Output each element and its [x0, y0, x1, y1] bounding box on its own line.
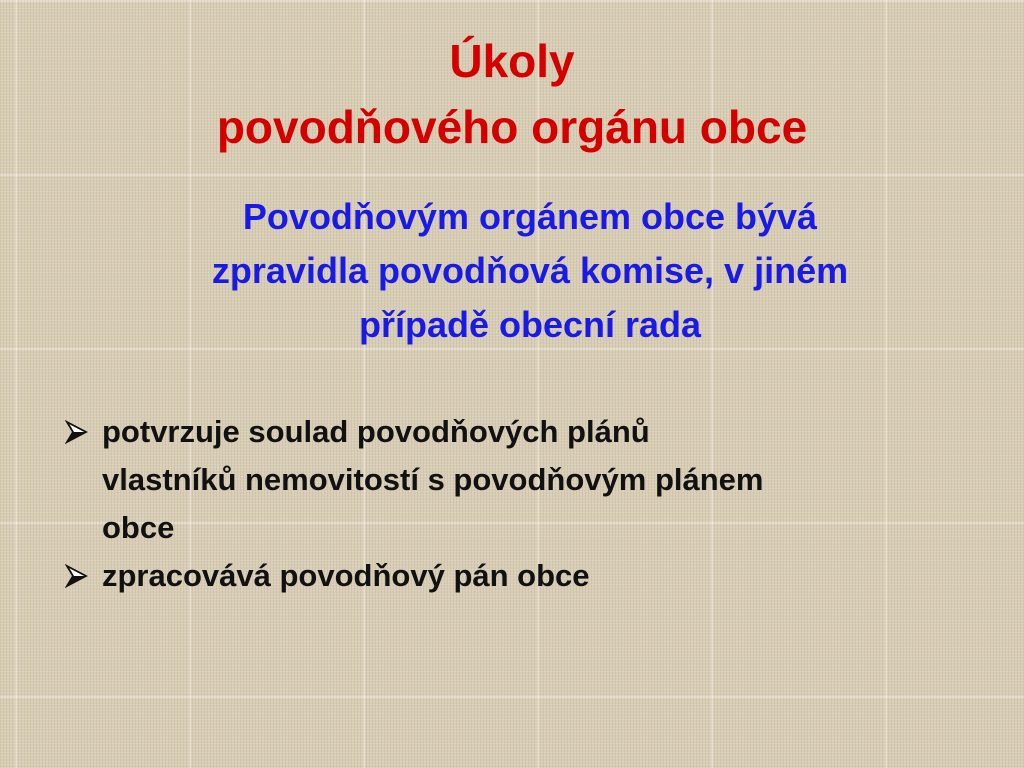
arrowhead-bullet-icon	[64, 552, 98, 600]
slide-title	[0, 28, 1024, 160]
arrowhead-bullet-icon	[64, 408, 98, 456]
bullet-text	[102, 552, 982, 600]
bullet-text	[102, 408, 982, 552]
bullet-line: zpracovává povodňový pán obce	[102, 558, 590, 593]
bullet-line: potvrzuje soulad povodňových plánů	[102, 414, 650, 449]
bullet-line: vlastníků nemovitostí s povodňovým plánem	[102, 462, 764, 497]
subtitle-line: zpravidla povodňová komise, v jiném	[211, 250, 849, 291]
subtitle-line: případě obecní rada	[358, 304, 702, 345]
bullet-list	[62, 408, 982, 600]
title-line: povodňového orgánu obce	[216, 101, 808, 153]
title-line: Úkoly	[449, 35, 575, 87]
list-item	[62, 408, 982, 552]
slide-subtitle	[80, 190, 980, 352]
list-item	[62, 552, 982, 600]
bullet-line: obce	[102, 510, 175, 545]
subtitle-line: Povodňovým orgánem obce bývá	[242, 196, 818, 237]
